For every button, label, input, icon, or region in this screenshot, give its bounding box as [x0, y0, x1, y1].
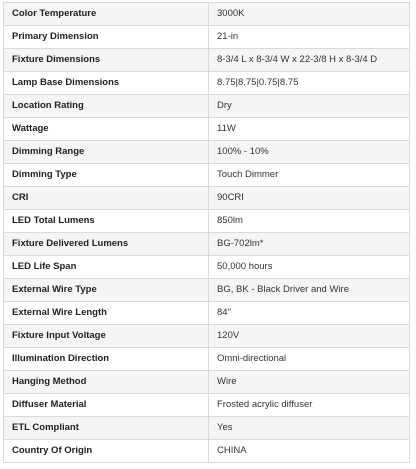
spec-row-etl-compliant	[4, 417, 410, 440]
spec-label: CRI	[4, 187, 209, 210]
spec-value: Frosted acrylic diffuser	[209, 394, 410, 417]
spec-row-diffuser-material	[4, 394, 410, 417]
spec-value: Wire	[209, 371, 410, 394]
spec-value: 84"	[209, 302, 410, 325]
spec-label: Color Temperature	[4, 3, 209, 26]
spec-value: 100% - 10%	[209, 141, 410, 164]
spec-label: Illumination Direction	[4, 348, 209, 371]
spec-row-location-rating	[4, 95, 410, 118]
spec-label: Location Rating	[4, 95, 209, 118]
spec-value: Omni-directional	[209, 348, 410, 371]
spec-value: BG-702lm*	[209, 233, 410, 256]
spec-value: Yes	[209, 417, 410, 440]
spec-label: Country Of Origin	[4, 440, 209, 463]
spec-row-dimming-type	[4, 164, 410, 187]
spec-row-external-wire-length	[4, 302, 410, 325]
spec-row-dimming-range	[4, 141, 410, 164]
spec-value: Dry	[209, 95, 410, 118]
spec-row-color-temperature	[4, 3, 410, 26]
spec-value: 50,000 hours	[209, 256, 410, 279]
spec-label: External Wire Length	[4, 302, 209, 325]
specifications-table-body	[4, 3, 410, 463]
spec-label: Fixture Delivered Lumens	[4, 233, 209, 256]
spec-value: BG, BK - Black Driver and Wire	[209, 279, 410, 302]
spec-label: Diffuser Material	[4, 394, 209, 417]
spec-value: 850lm	[209, 210, 410, 233]
spec-row-wattage	[4, 118, 410, 141]
spec-value: 8.75|8.75|0.75|8.75	[209, 72, 410, 95]
specifications-table	[3, 2, 410, 463]
spec-row-country-of-origin	[4, 440, 410, 463]
spec-row-hanging-method	[4, 371, 410, 394]
spec-row-primary-dimension	[4, 26, 410, 49]
spec-label: External Wire Type	[4, 279, 209, 302]
spec-value: 11W	[209, 118, 410, 141]
spec-label: Dimming Type	[4, 164, 209, 187]
spec-label: Lamp Base Dimensions	[4, 72, 209, 95]
spec-row-fixture-input-voltage	[4, 325, 410, 348]
spec-value: 3000K	[209, 3, 410, 26]
spec-value: CHINA	[209, 440, 410, 463]
spec-label: LED Total Lumens	[4, 210, 209, 233]
spec-row-illumination-direction	[4, 348, 410, 371]
spec-label: Fixture Input Voltage	[4, 325, 209, 348]
spec-value: 8-3/4 L x 8-3/4 W x 22-3/8 H x 8-3/4 D	[209, 49, 410, 72]
spec-label: Primary Dimension	[4, 26, 209, 49]
spec-row-cri	[4, 187, 410, 210]
spec-row-led-life-span	[4, 256, 410, 279]
spec-label: ETL Compliant	[4, 417, 209, 440]
spec-row-fixture-delivered-lumens	[4, 233, 410, 256]
spec-label: Hanging Method	[4, 371, 209, 394]
spec-row-led-total-lumens	[4, 210, 410, 233]
spec-row-fixture-dimensions	[4, 49, 410, 72]
spec-row-external-wire-type	[4, 279, 410, 302]
spec-value: 120V	[209, 325, 410, 348]
spec-label: Dimming Range	[4, 141, 209, 164]
spec-row-lamp-base-dimensions	[4, 72, 410, 95]
spec-value: 90CRI	[209, 187, 410, 210]
spec-value: 21-in	[209, 26, 410, 49]
spec-label: Fixture Dimensions	[4, 49, 209, 72]
spec-label: LED Life Span	[4, 256, 209, 279]
spec-label: Wattage	[4, 118, 209, 141]
spec-value: Touch Dimmer	[209, 164, 410, 187]
